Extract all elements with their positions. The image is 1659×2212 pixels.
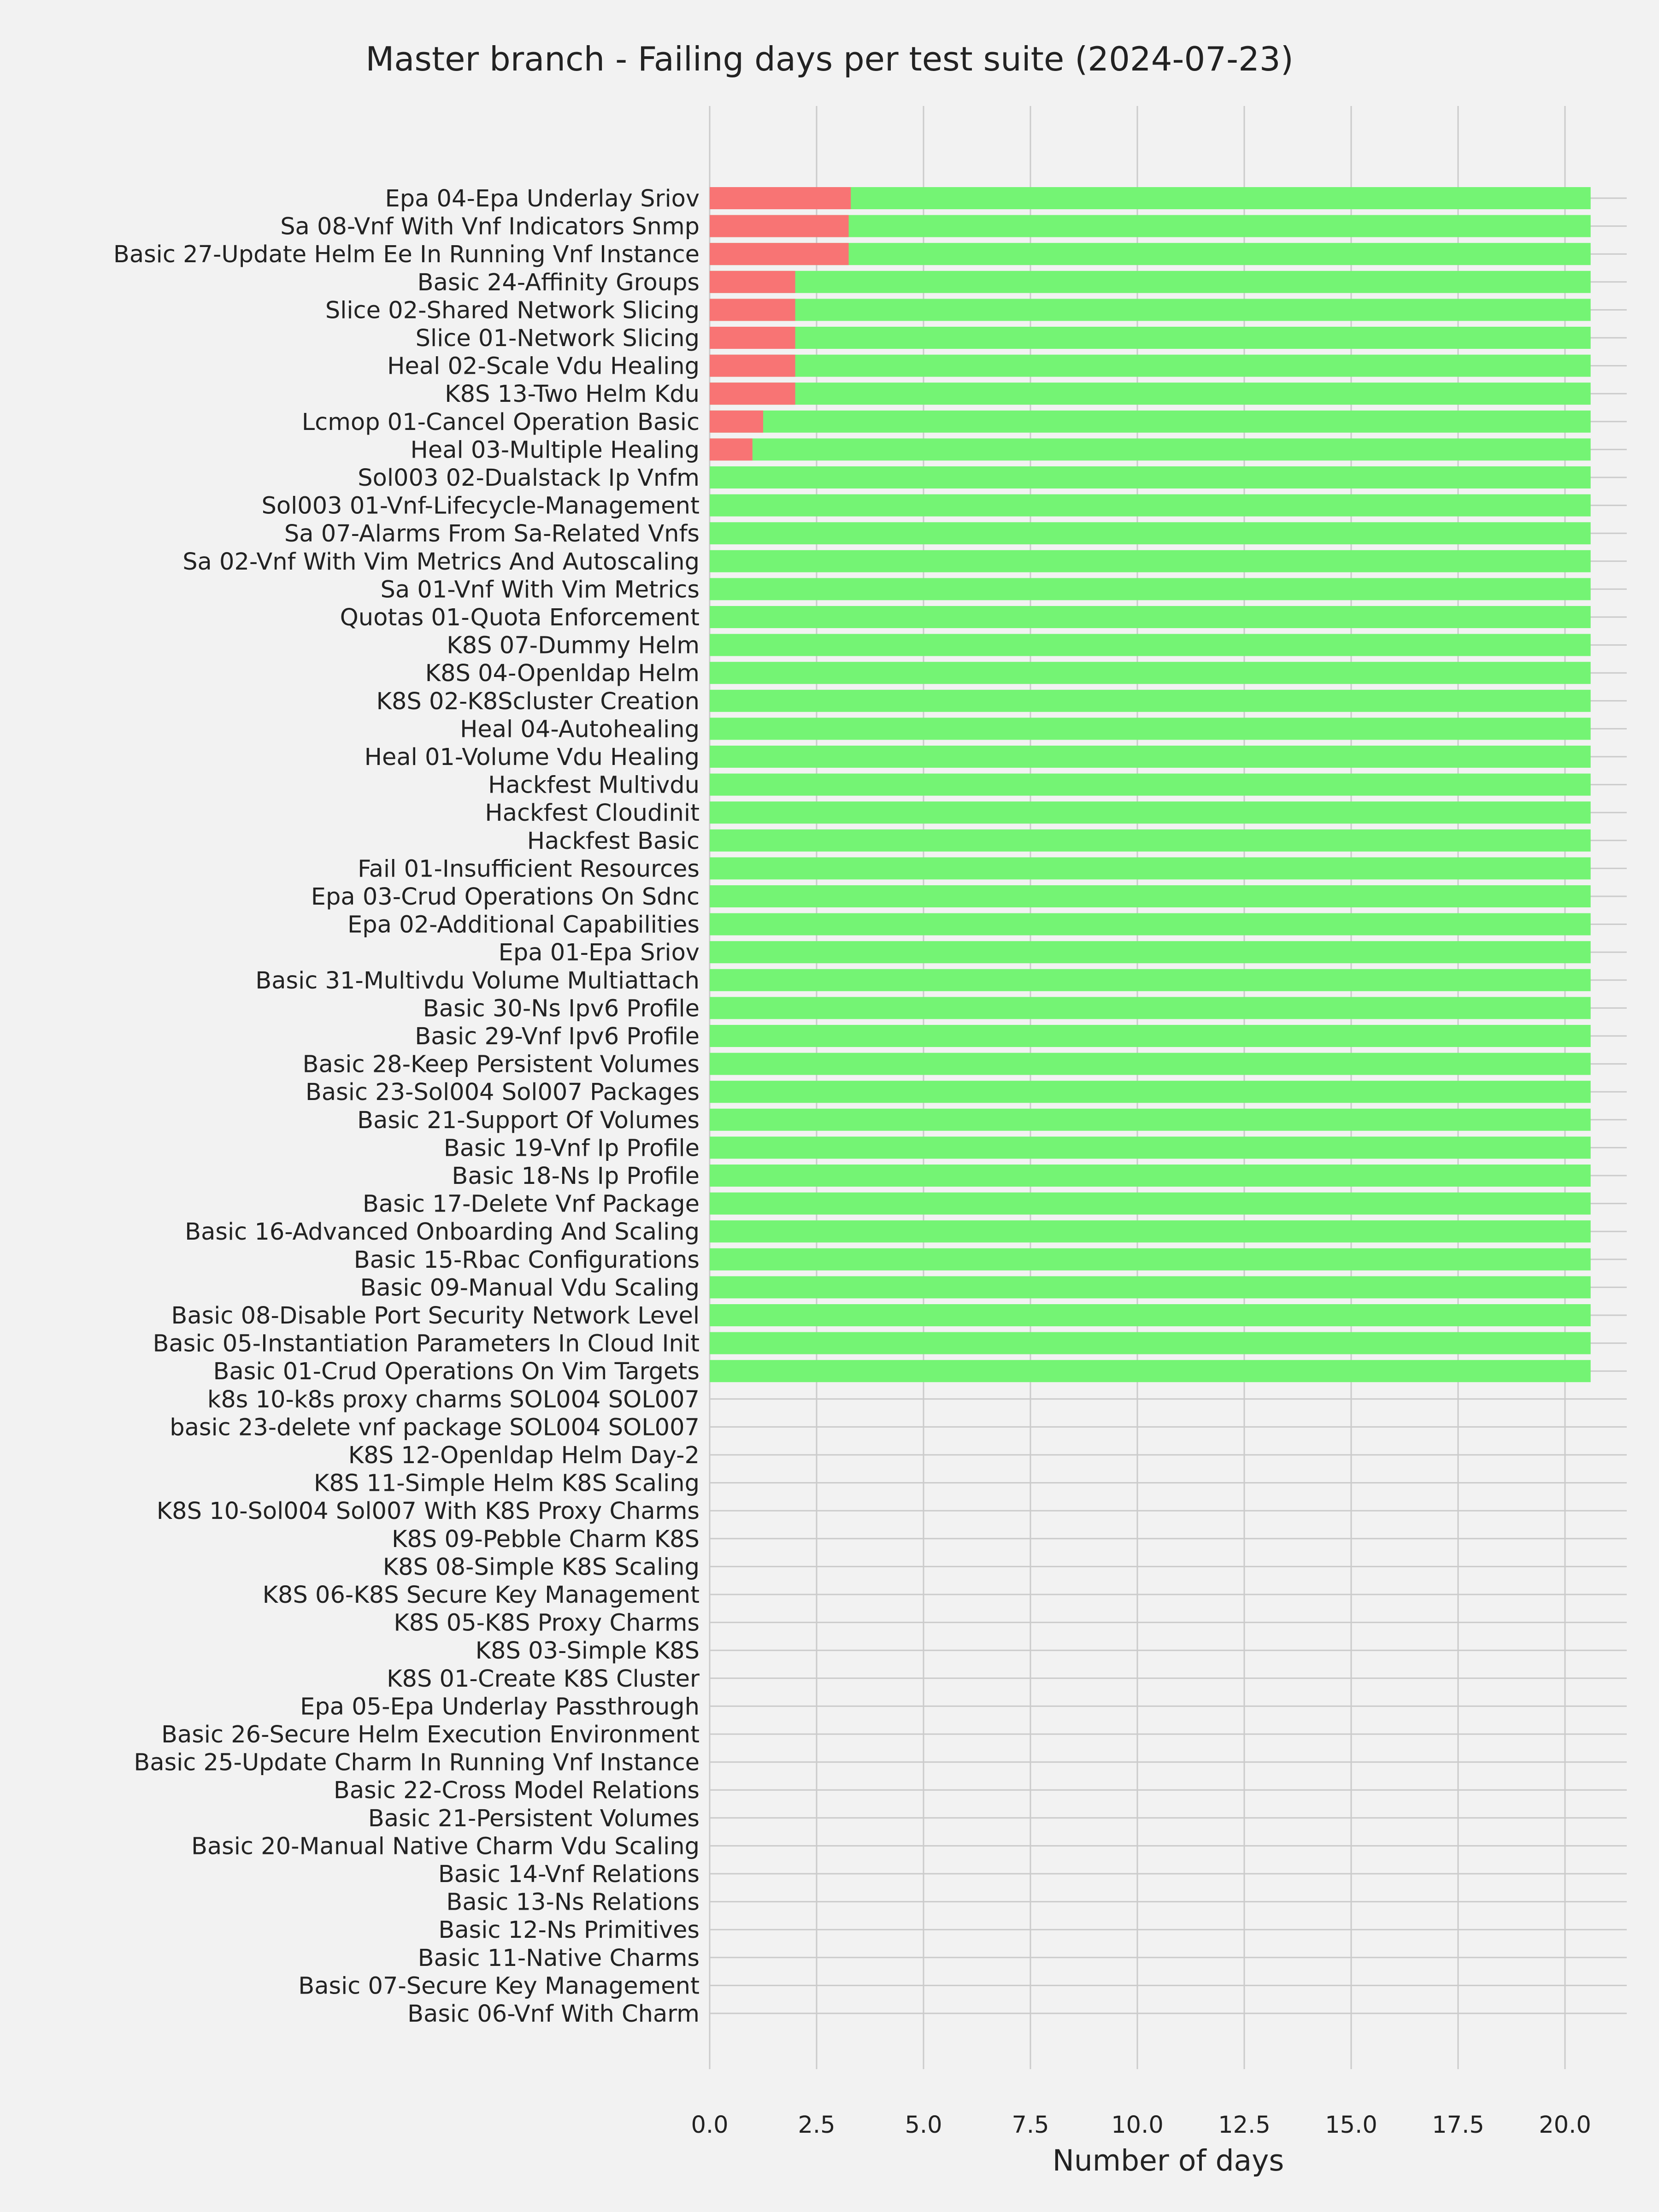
category-label: Basic 20-Manual Native Charm Vdu Scaling <box>191 1833 700 1860</box>
category-label: Basic 23-Sol004 Sol007 Packages <box>305 1079 700 1106</box>
category-label: Basic 30-Ns Ipv6 Profile <box>423 995 700 1023</box>
category-label: Sol003 02-Dualstack Ip Vnfm <box>358 465 700 492</box>
x-tick-label: 7.5 <box>1012 2112 1049 2139</box>
bar-passing <box>710 1109 1591 1131</box>
bar-passing <box>710 941 1591 963</box>
category-label: Slice 02-Shared Network Slicing <box>325 297 700 324</box>
category-label: Basic 06-Vnf With Charm <box>407 2000 700 2028</box>
bar-passing <box>710 774 1591 796</box>
category-label: Basic 21-Persistent Volumes <box>368 1805 700 1832</box>
bar-failing <box>710 215 849 237</box>
category-label: K8S 11-Simple Helm K8S Scaling <box>313 1470 700 1497</box>
category-label: Basic 27-Update Helm Ee In Running Vnf Instance <box>113 241 700 269</box>
category-label: K8S 02-K8Scluster Creation <box>376 688 700 715</box>
category-label: Basic 28-Keep Persistent Volumes <box>302 1051 700 1078</box>
category-label: Sa 01-Vnf With Vim Metrics <box>380 576 700 604</box>
bar-passing <box>710 382 1591 405</box>
bar-passing <box>710 1248 1591 1271</box>
bar-passing <box>710 1193 1591 1215</box>
category-label: K8S 04-Openldap Helm <box>425 660 700 688</box>
category-label: Heal 04-Autohealing <box>460 716 700 743</box>
category-label: Basic 05-Instantiation Parameters In Cloud Init <box>153 1330 700 1358</box>
category-label: Basic 13-Ns Relations <box>446 1888 700 1916</box>
x-tick-label: 0.0 <box>691 2112 729 2139</box>
bar-passing <box>710 1220 1591 1242</box>
category-label: Quotas 01-Quota Enforcement <box>340 604 700 631</box>
bar-passing <box>710 1276 1591 1298</box>
category-label: K8S 03-Simple K8S <box>475 1637 700 1665</box>
bar-passing <box>710 634 1591 656</box>
x-tick-label: 15.0 <box>1325 2112 1377 2139</box>
x-tick-label: 12.5 <box>1218 2112 1271 2139</box>
category-label: Basic 19-Vnf Ip Profile <box>443 1135 700 1162</box>
category-label: Basic 07-Secure Key Management <box>298 1972 700 2000</box>
bar-passing <box>710 718 1591 740</box>
bar-passing <box>710 830 1591 852</box>
category-label: K8S 08-Simple K8S Scaling <box>382 1553 700 1581</box>
bar-failing <box>710 187 851 209</box>
category-label: K8S 12-Openldap Helm Day-2 <box>348 1442 700 1469</box>
category-label: Basic 01-Crud Operations On Vim Targets <box>213 1358 700 1386</box>
bar-failing <box>710 243 849 265</box>
bar-passing <box>710 550 1591 572</box>
bar-passing <box>710 662 1591 684</box>
bar-passing <box>710 801 1591 824</box>
bar-failing <box>710 438 753 460</box>
bar-passing <box>710 411 1591 433</box>
category-label: Basic 31-Multivdu Volume Multiattach <box>255 967 700 994</box>
category-label: Heal 03-Multiple Healing <box>410 436 700 464</box>
bar-passing <box>710 1304 1591 1326</box>
category-label: K8S 05-K8S Proxy Charms <box>394 1609 700 1637</box>
bar-passing <box>710 299 1591 321</box>
category-label: K8S 06-K8S Secure Key Management <box>262 1582 700 1609</box>
category-label: k8s 10-k8s proxy charms SOL004 SOL007 <box>207 1386 700 1413</box>
bar-passing <box>710 1165 1591 1187</box>
bar-passing <box>710 1136 1591 1159</box>
bar-failing <box>710 382 795 405</box>
x-tick-labels <box>691 2112 1591 2139</box>
category-label: Basic 25-Update Charm In Running Vnf Instance <box>134 1749 700 1777</box>
category-label: Heal 01-Volume Vdu Healing <box>364 744 700 771</box>
category-label: Epa 02-Additional Capabilities <box>347 911 700 939</box>
category-label: basic 23-delete vnf package SOL004 SOL007 <box>170 1414 700 1441</box>
category-label: Basic 08-Disable Port Security Network Level <box>171 1302 700 1330</box>
category-label: Hackfest Cloudinit <box>485 800 700 827</box>
bar-failing <box>710 411 763 433</box>
category-label: Heal 02-Scale Vdu Healing <box>387 353 700 380</box>
x-tick-label: 17.5 <box>1432 2112 1484 2139</box>
bar-passing <box>710 746 1591 768</box>
category-label: Sa 07-Alarms From Sa-Related Vnfs <box>284 520 700 548</box>
bar-passing <box>710 1332 1591 1354</box>
category-label: K8S 09-Pebble Charm K8S <box>391 1525 700 1553</box>
x-tick-label: 20.0 <box>1539 2112 1591 2139</box>
bar-passing <box>710 522 1591 544</box>
category-label: Epa 05-Epa Underlay Passthrough <box>300 1693 700 1721</box>
bar-passing <box>710 1360 1591 1382</box>
bar-failing <box>710 271 795 293</box>
x-axis-label: Number of days <box>1052 2144 1284 2177</box>
category-label: Basic 22-Cross Model Relations <box>333 1777 700 1805</box>
category-label: K8S 07-Dummy Helm <box>447 632 700 659</box>
category-label: Epa 03-Crud Operations On Sdnc <box>311 883 700 911</box>
category-label: Sa 08-Vnf With Vnf Indicators Snmp <box>280 213 700 241</box>
bar-passing <box>710 438 1591 460</box>
bar-passing <box>710 1081 1591 1103</box>
category-label: Basic 17-Delete Vnf Package <box>362 1190 700 1218</box>
bar-passing <box>710 857 1591 879</box>
category-label: Hackfest Multivdu <box>488 771 700 799</box>
bar-failing <box>710 355 795 377</box>
bar-passing <box>710 913 1591 935</box>
bar-failing <box>710 327 795 349</box>
category-label: Fail 01-Insufficient Resources <box>358 855 700 883</box>
bar-passing <box>710 606 1591 628</box>
bar-passing <box>710 1053 1591 1075</box>
bars-group <box>710 187 1591 1382</box>
category-label: Basic 18-Ns Ip Profile <box>452 1163 700 1190</box>
category-label: Basic 11-Native Charms <box>418 1944 700 1972</box>
bar-passing <box>710 1025 1591 1047</box>
category-label: Epa 04-Epa Underlay Sriov <box>385 185 700 212</box>
category-label: Basic 29-Vnf Ipv6 Profile <box>415 1023 700 1050</box>
x-tick-label: 10.0 <box>1111 2112 1164 2139</box>
category-label: Basic 26-Secure Helm Execution Environment <box>161 1721 700 1748</box>
category-label: Basic 15-Rbac Configurations <box>353 1246 700 1274</box>
bar-failing <box>710 299 795 321</box>
category-label: Basic 21-Support Of Volumes <box>357 1106 700 1134</box>
bar-passing <box>710 885 1591 907</box>
category-label: Basic 16-Advanced Onboarding And Scaling <box>185 1218 700 1246</box>
x-tick-label: 2.5 <box>798 2112 835 2139</box>
category-label: Basic 14-Vnf Relations <box>438 1861 700 1888</box>
bar-passing <box>710 690 1591 712</box>
category-label: Sol003 01-Vnf-Lifecycle-Management <box>261 492 700 520</box>
category-label: Sa 02-Vnf With Vim Metrics And Autoscaling <box>182 548 700 576</box>
bar-passing <box>710 969 1591 991</box>
bar-passing <box>710 494 1591 517</box>
category-label: Basic 09-Manual Vdu Scaling <box>360 1274 700 1302</box>
category-label: K8S 13-Two Helm Kdu <box>445 381 700 408</box>
bar-passing <box>710 997 1591 1019</box>
category-label: Lcmop 01-Cancel Operation Basic <box>301 408 700 436</box>
category-labels <box>113 185 700 2028</box>
bar-passing <box>710 355 1591 377</box>
category-label: Epa 01-Epa Sriov <box>498 939 700 967</box>
bar-passing <box>710 271 1591 293</box>
x-tick-label: 5.0 <box>905 2112 942 2139</box>
category-label: Slice 01-Network Slicing <box>415 325 700 352</box>
category-label: Hackfest Basic <box>527 827 700 855</box>
bar-passing <box>710 327 1591 349</box>
category-label: Basic 24-Affinity Groups <box>417 269 700 296</box>
chart-title: Master branch - Failing days per test suite (2024-07-23) <box>365 40 1294 78</box>
bar-passing <box>710 578 1591 600</box>
category-label: K8S 01-Create K8S Cluster <box>387 1665 700 1693</box>
bar-passing <box>710 466 1591 488</box>
category-label: K8S 10-Sol004 Sol007 With K8S Proxy Charms <box>156 1498 700 1525</box>
category-label: Basic 12-Ns Primitives <box>438 1917 700 1944</box>
